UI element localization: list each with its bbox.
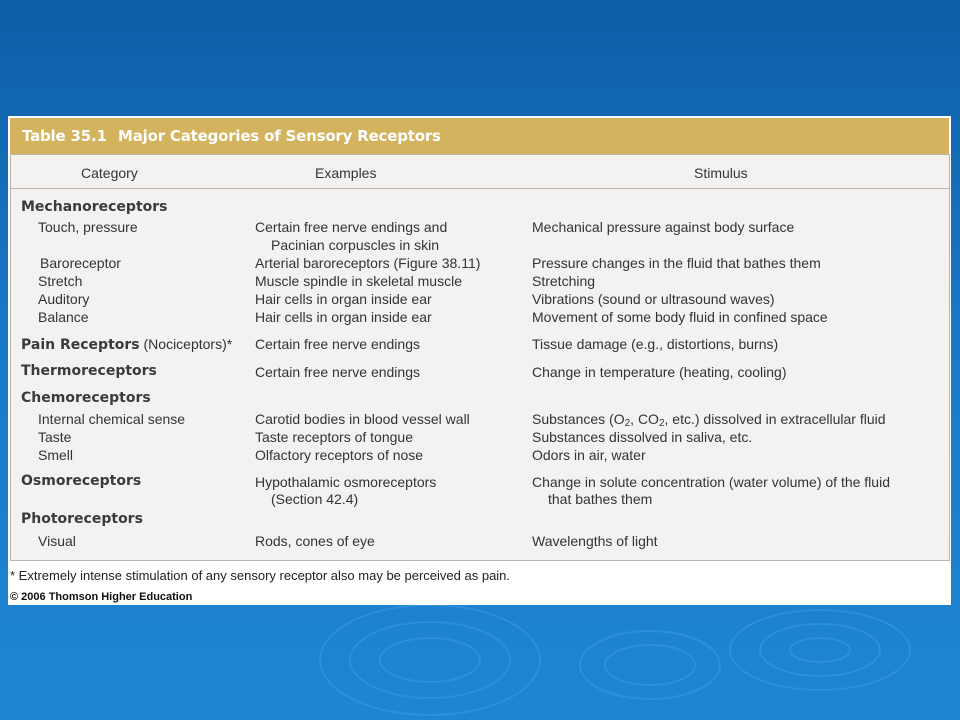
row-stimulus: Odors in air, water — [532, 447, 646, 463]
row-examples: Hypothalamic osmoreceptors — [255, 474, 437, 490]
row-examples: Certain free nerve endings — [255, 364, 420, 380]
table-card — [8, 116, 951, 605]
row-stimulus: Stretching — [532, 273, 596, 289]
row-stimulus: Movement of some body fluid in confined space — [532, 309, 828, 325]
table-title-bar — [10, 118, 949, 154]
row-examples: Certain free nerve endings — [255, 336, 420, 352]
row-category: Touch, pressure — [38, 219, 138, 235]
group-photoreceptors: Photoreceptors — [21, 511, 143, 527]
row-stimulus: Change in solute concentration (water volume) of the fluid — [532, 474, 890, 490]
row-category: Taste — [38, 429, 72, 445]
row-stimulus: Substances dissolved in saliva, etc. — [532, 429, 753, 445]
row-category: Balance — [38, 309, 89, 325]
row-stimulus: Substances ($O_2$, $CO_2$, etc.) dissolved in extracellular fluid — [532, 411, 886, 429]
table-footnote: * Extremely intense stimulation of any sensory receptor also may be perceived as pain. — [10, 568, 511, 583]
row-examples: Arterial baroreceptors (Figure 38.11) — [255, 255, 481, 271]
row-stimulus: Tissue damage (e.g., distortions, burns) — [532, 336, 779, 352]
row-examples-cont: Pacinian corpuscles in skin — [271, 237, 440, 253]
group-thermoreceptors: Thermoreceptors — [21, 363, 157, 379]
row-category: Baroreceptor — [40, 255, 121, 271]
header-examples: Examples — [315, 165, 377, 181]
row-category: Visual — [38, 533, 76, 549]
header-stimulus: Stimulus — [694, 165, 748, 181]
copyright-notice: © 2006 Thomson Higher Education — [10, 591, 193, 603]
header-category: Category — [81, 165, 138, 181]
row-category: Auditory — [38, 291, 90, 307]
table-number: Table 35.1 — [22, 127, 107, 145]
receptor-table — [10, 154, 950, 561]
row-stimulus: Mechanical pressure against body surface — [532, 219, 795, 235]
row-examples: Muscle spindle in skeletal muscle — [255, 273, 462, 289]
row-examples-cont: (Section 42.4) — [271, 491, 359, 507]
row-examples: Certain free nerve endings and — [255, 219, 448, 235]
group-pain-receptors — [21, 336, 232, 353]
row-examples: Rods, cones of eye — [255, 533, 375, 549]
group-mechanoreceptors: Mechanoreceptors — [21, 199, 168, 215]
group-osmoreceptors: Osmoreceptors — [21, 473, 142, 489]
row-examples: Taste receptors of tongue — [255, 429, 413, 445]
row-examples: Olfactory receptors of nose — [255, 447, 424, 463]
row-stimulus: Pressure changes in the fluid that bathes them — [532, 255, 821, 271]
group-chemoreceptors: Chemoreceptors — [21, 390, 151, 406]
row-category: Stretch — [38, 273, 83, 289]
group-label: Pain Receptors — [21, 337, 140, 353]
row-stimulus-cont: that bathes them — [548, 491, 653, 507]
row-examples: Carotid bodies in blood vessel wall — [255, 411, 470, 427]
group-label-suffix: (Nociceptors)* — [143, 336, 233, 352]
row-stimulus: Vibrations (sound or ultrasound waves) — [532, 291, 775, 307]
table-title: Major Categories of Sensory Receptors — [118, 127, 441, 145]
row-category: Smell — [38, 447, 74, 463]
row-examples: Hair cells in organ inside ear — [255, 291, 432, 307]
row-stimulus: Change in temperature (heating, cooling) — [532, 364, 787, 380]
row-category: Internal chemical sense — [38, 411, 186, 427]
row-examples: Hair cells in organ inside ear — [255, 309, 432, 325]
table-header-row — [11, 155, 949, 189]
row-stimulus: Wavelengths of light — [532, 533, 658, 549]
